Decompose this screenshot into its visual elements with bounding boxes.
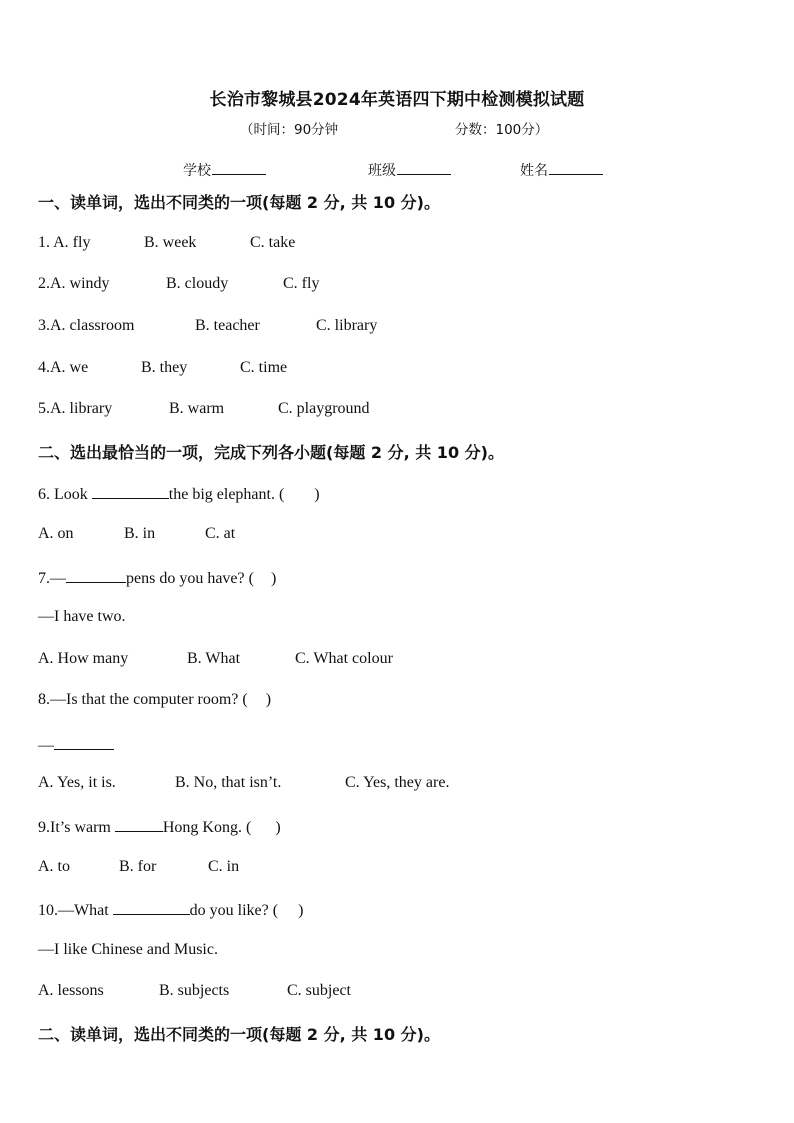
q7-option-a: A. How many bbox=[38, 650, 129, 667]
q9-stem-start: 9.It’s warm bbox=[38, 819, 115, 836]
exam-time: （时间：90分钟 bbox=[240, 122, 339, 138]
q7-option-b: B. What bbox=[187, 650, 241, 667]
q6-option-c: C. at bbox=[205, 525, 236, 542]
q7-stem-end: pens do you have? ( bbox=[126, 570, 254, 587]
question-7 bbox=[38, 567, 276, 588]
question-7-reply: —I have two. bbox=[38, 608, 126, 625]
q8-paren-close: ) bbox=[265, 691, 272, 708]
school-blank[interactable] bbox=[212, 173, 266, 175]
q9-stem-end: Hong Kong. ( bbox=[162, 819, 252, 836]
q2-option-a: 2.A. windy bbox=[38, 275, 110, 292]
q5-option-b: B. warm bbox=[169, 400, 225, 417]
class-label: 班级 bbox=[368, 163, 396, 179]
q3-option-c: C. library bbox=[316, 317, 378, 334]
question-9 bbox=[38, 816, 281, 837]
question-3 bbox=[38, 317, 377, 335]
question-8-reply bbox=[38, 734, 114, 755]
class-field bbox=[368, 160, 451, 180]
name-blank[interactable] bbox=[549, 173, 603, 175]
q10-option-c: C. subject bbox=[287, 982, 351, 999]
q8-option-c: C. Yes, they are. bbox=[345, 774, 450, 791]
q8-stem: 8.—Is that the computer room? ( bbox=[38, 691, 248, 708]
section-3-heading: 二、读单词，选出不同类的一项(每题 2 分, 共 10 分)。 bbox=[38, 1025, 440, 1044]
q6-paren-close: ) bbox=[314, 486, 320, 503]
question-9-options bbox=[38, 858, 239, 876]
q10-option-b: B. subjects bbox=[159, 982, 230, 999]
q8-option-b: B. No, that isn’t. bbox=[175, 774, 282, 791]
school-label: 学校 bbox=[183, 163, 211, 179]
q5-option-a: 5.A. library bbox=[38, 400, 113, 417]
question-2 bbox=[38, 275, 319, 293]
q8-blank[interactable] bbox=[54, 734, 114, 750]
q5-option-c: C. playground bbox=[278, 400, 370, 417]
q2-option-b: B. cloudy bbox=[166, 275, 229, 292]
q9-paren-close: ) bbox=[275, 819, 281, 836]
section-1-heading: 一、读单词，选出不同类的一项(每题 2 分, 共 10 分)。 bbox=[38, 193, 440, 212]
q6-blank[interactable] bbox=[92, 483, 169, 499]
q4-option-b: B. they bbox=[141, 359, 188, 376]
q8-reply-dash: — bbox=[38, 737, 54, 754]
q9-option-b: B. for bbox=[119, 858, 157, 875]
q10-stem-end: do you like? ( bbox=[189, 902, 279, 919]
name-label: 姓名 bbox=[520, 163, 548, 179]
question-10 bbox=[38, 899, 303, 920]
q9-option-c: C. in bbox=[208, 858, 240, 875]
q7-paren-close: ) bbox=[270, 570, 277, 587]
question-6-options bbox=[38, 525, 235, 543]
q7-option-c: C. What colour bbox=[295, 650, 393, 667]
q10-paren-close: ) bbox=[298, 902, 304, 919]
q1-option-c: C. take bbox=[250, 234, 296, 251]
name-field bbox=[520, 160, 603, 180]
question-4 bbox=[38, 359, 287, 377]
q10-stem-start: 10.—What bbox=[38, 902, 113, 919]
question-8 bbox=[38, 691, 271, 709]
q1-option-a: 1. A. fly bbox=[38, 234, 91, 251]
q3-option-a: 3.A. classroom bbox=[38, 317, 135, 334]
q4-option-c: C. time bbox=[240, 359, 288, 376]
question-10-reply: —I like Chinese and Music. bbox=[38, 941, 218, 958]
q8-option-a: A. Yes, it is. bbox=[38, 774, 116, 791]
school-field bbox=[183, 160, 266, 180]
q6-stem-start: 6. Look bbox=[38, 486, 92, 503]
exam-title: 长治市黎城县2024年英语四下期中检测模拟试题 bbox=[209, 90, 585, 110]
section-2-heading: 二、选出最恰当的一项，完成下列各小题(每题 2 分, 共 10 分)。 bbox=[38, 443, 504, 462]
q9-option-a: A. to bbox=[38, 858, 70, 875]
q6-option-b: B. in bbox=[124, 525, 156, 542]
q10-blank[interactable] bbox=[113, 899, 190, 915]
question-6 bbox=[38, 483, 320, 504]
q4-option-a: 4.A. we bbox=[38, 359, 89, 376]
question-7-options bbox=[38, 650, 393, 668]
question-10-options bbox=[38, 982, 351, 1000]
q2-option-c: C. fly bbox=[283, 275, 320, 292]
question-5 bbox=[38, 400, 370, 418]
q1-option-b: B. week bbox=[144, 234, 197, 251]
question-8-options bbox=[38, 774, 449, 792]
class-blank[interactable] bbox=[397, 173, 451, 175]
q6-option-a: A. on bbox=[38, 525, 74, 542]
q6-stem-end: the big elephant. ( bbox=[168, 486, 285, 503]
q7-stem-start: 7.— bbox=[38, 570, 66, 587]
q10-option-a: A. lessons bbox=[38, 982, 104, 999]
exam-score: 分数：100分） bbox=[455, 122, 549, 138]
q3-option-b: B. teacher bbox=[195, 317, 260, 334]
question-1 bbox=[38, 234, 295, 252]
q9-blank[interactable] bbox=[115, 816, 163, 832]
q7-blank[interactable] bbox=[66, 567, 126, 583]
